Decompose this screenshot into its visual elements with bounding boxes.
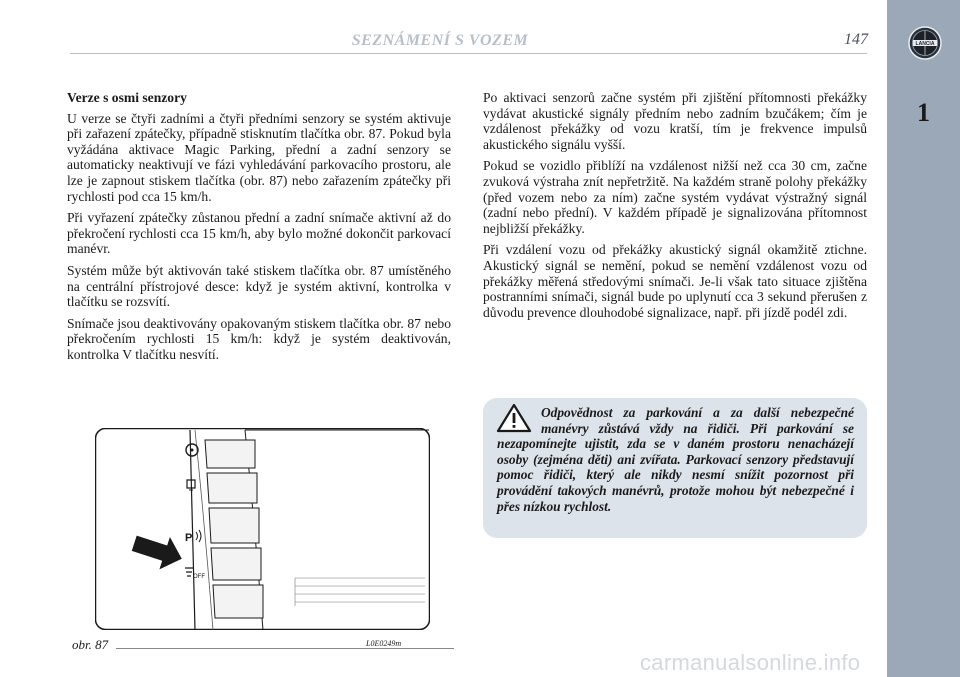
right-column [483, 90, 867, 326]
page-number: 147 [844, 31, 868, 48]
svg-text:OFF: OFF [193, 574, 205, 580]
paragraph: Při vyřazení zpátečky zůstanou přední a zadní snímače aktivní až do překročení rychlosti cca 15 km/h, aby bylo možné dokončit parkovací manévr. [67, 210, 451, 257]
paragraph: Při vzdálení vozu od překážky akustický signál okamžitě ztichne. Akustický signál se nemění, pokud se nemění vzdálenost vozu od překážky měřená středovými snímači. Je-li však tato situace zjištěna postranními snímači, signál bude po uplynutí cca 3 sekund přerušen z důvodu prevence dlouhodobé signalizace, např. při jízdě podél zdi. [483, 242, 867, 320]
figure-label: obr. 87 [72, 637, 109, 652]
warning-text: Odpovědnost za parkování a za další nebezpečné manévry zůstává vždy na řidiči. Při parkování se nezapomínejte ujistit, zda se v daném prostoru nenacházejí osoby (zejména děti) ani zvířata. Parkovací senzory představují pomoc řidiči, který ale nikdy nesmí snížit pozornost při provádění takových manévrů, protože mohou být nebezpečné i přes nízkou rychlost. [497, 405, 854, 514]
figure-code: L0E0249m [366, 639, 402, 648]
figure-dashboard-buttons [95, 428, 430, 630]
left-column [67, 90, 451, 369]
header-rule [70, 53, 867, 54]
header-title: SEZNÁMENÍ S VOZEM [351, 32, 529, 49]
chapter-number: 1 [917, 98, 930, 127]
svg-text:LANCIA: LANCIA [915, 41, 935, 47]
warning-box [483, 398, 867, 538]
paragraph: U verze se čtyři zadními a čtyři předními senzory se systém aktivuje při zařazení zpátečky, případně stisknutím tlačítka obr. 87. Pokud byla vyžádána aktivace Magic Parking, přední a zadní senzory se automaticky neaktivují ve fázi vyhledávání parkovacího prostoru, ale lze je zapnout stiskem tlačítka (obr. 87) nebo zařazením zpátečky při rychlosti pod cca 15 km/h. [67, 110, 451, 204]
svg-text:P: P [185, 532, 193, 544]
paragraph: Snímače jsou deaktivovány opakovaným stiskem tlačítka obr. 87 nebo překročením rychlosti 15 km/h: když je systém deaktivován, kontrolka V tlačítku nesvítí. [67, 315, 451, 362]
paragraph: Po aktivaci senzorů začne systém při zjištění přítomnosti překážky vydávat akustické signály předním nebo zadním bzučákem; čím je vzdálenost překážky od vozu kratší, tím je frekvence impulsů akustického signálu vyšší. [483, 90, 867, 152]
paragraph: Pokud se vozidlo přiblíží na vzdálenost nižší než cca 30 cm, začne zvuková výstraha znít nepřetržitě. Na každém straně polohy překážky (před vozem nebo za ním) začne systém vydávat výstražný signál (zadní nebo přední). V každém případě je signalizována přítomnost nejbližší překážky. [483, 158, 867, 236]
paragraph: Systém může být aktivován také stiskem tlačítka obr. 87 umístěného na centrální přístrojové desce: když je systém aktivní, kontrolka v tlačítku se rozsvítí. [67, 262, 451, 310]
watermark: carmanualsonline.info [640, 650, 861, 675]
section-heading: Verze s osmi senzory [67, 90, 187, 105]
figure-rule [116, 648, 454, 649]
lancia-logo-icon [908, 26, 942, 60]
